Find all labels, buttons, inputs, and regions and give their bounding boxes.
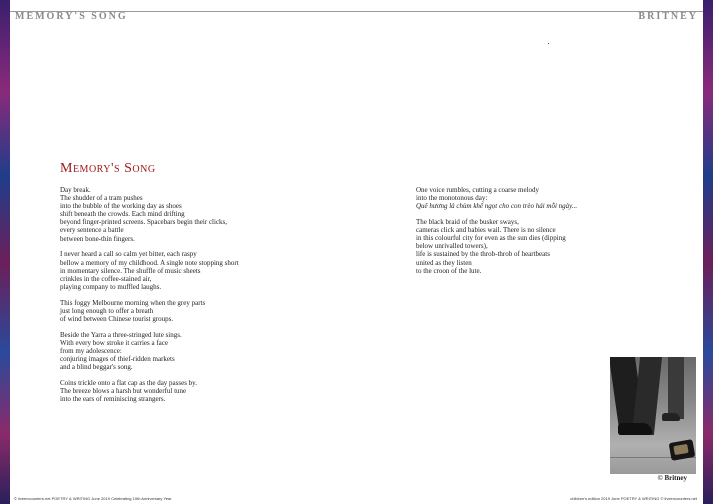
poem-line: I never heard a call so calm yet bitter, each raspy xyxy=(60,250,197,259)
poem-line: One voice rumbles, cutting a coarse melody xyxy=(416,186,540,194)
poem-stanza xyxy=(60,186,310,243)
photo-leg xyxy=(668,357,684,419)
poem-stanza xyxy=(60,250,310,290)
footer-right: children's edition 2019 June POETRY & WRITING © liveencounters.net xyxy=(570,496,697,501)
poem-line: every sentence a battle xyxy=(60,226,124,235)
poem-line: The breeze blows a harsh but wonderful tune xyxy=(60,387,187,396)
poem-line: beyond finger-printed screens. Spacebars begin their clicks, xyxy=(60,218,228,227)
poem-line: This foggy Melbourne morning when the grey parts xyxy=(60,298,206,307)
poem-line: playing company to muffled laughs. xyxy=(60,282,162,291)
poem-line: between bone-thin fingers. xyxy=(60,234,135,243)
poem-column-left xyxy=(60,186,310,411)
footer-left: © liveencounters.net POETRY & WRITING June 2019 Celebrating 10th Anniversary Year xyxy=(14,496,172,501)
running-header-title: MEMORY'S SONG xyxy=(15,11,128,22)
poem-line: into the bubble of the working day as shoes xyxy=(60,202,182,211)
poem-line: Beside the Yarra a three-stringed lute sings. xyxy=(60,330,182,339)
poem-stanza xyxy=(60,331,310,371)
photo-shoe xyxy=(662,413,680,421)
poem-title: Memory's Song xyxy=(60,161,156,176)
poem-stanza xyxy=(60,299,310,323)
background-strip-left xyxy=(0,0,10,504)
poem-line: cameras click and babies wail. There is no silence xyxy=(416,226,556,235)
running-header-author: BRITNEY xyxy=(638,11,698,22)
poem-line: Day break. xyxy=(60,186,91,194)
poem-line: Quê hương là chùm khế ngọt cho con trèo hái mỗi ngày... xyxy=(416,202,578,211)
poem-line: of wind between Chinese tourist groups. xyxy=(60,314,174,323)
poem-line: into the ears of reminiscing strangers. xyxy=(60,395,166,404)
background-strip-right xyxy=(703,0,713,504)
poem-line: from my adolescence: xyxy=(60,346,122,355)
poem-line: The shudder of a tram pushes xyxy=(60,194,143,203)
poem-line: in momentary silence. The shuffle of music sheets xyxy=(60,266,201,275)
poem-line: and a blind beggar's song. xyxy=(60,363,133,372)
poem-line: crinkles in the coffee-stained air, xyxy=(60,274,152,283)
poem-column-right xyxy=(416,186,656,283)
poem-line: in this colourful city for even as the sun dies (dipping xyxy=(416,234,566,243)
speck xyxy=(548,43,549,44)
poem-line: With every bow stroke it carries a face xyxy=(60,338,168,347)
poem-stanza xyxy=(416,218,656,275)
poem-line: conjuring images of thief-ridden markets xyxy=(60,355,175,364)
poem-stanza xyxy=(416,186,656,210)
poem-line: Coins trickle onto a flat cap as the day passes by. xyxy=(60,379,197,388)
poem-line: The black braid of the busker sways, xyxy=(416,218,519,227)
poem-line: into the monotonous day: xyxy=(416,194,488,203)
poem-line: below unrivalled towers), xyxy=(416,242,488,251)
poem-stanza xyxy=(60,379,310,403)
busker-photo xyxy=(610,357,696,474)
poem-line: shift beneath the crowds. Each mind drifting xyxy=(60,210,185,219)
poem-line: to the croon of the lute. xyxy=(416,266,482,275)
poem-line: life is sustained by the throb-throb of heartbeats xyxy=(416,250,550,259)
photo-shoe xyxy=(618,423,652,435)
poem-line: united as they listen xyxy=(416,258,472,267)
magazine-spread xyxy=(10,0,703,504)
photo-credit: © Britney xyxy=(657,474,687,482)
poem-line: bellow a memory of my childhood. A single note stopping short xyxy=(60,258,239,267)
poem-line: just long enough to offer a breath xyxy=(60,306,154,315)
